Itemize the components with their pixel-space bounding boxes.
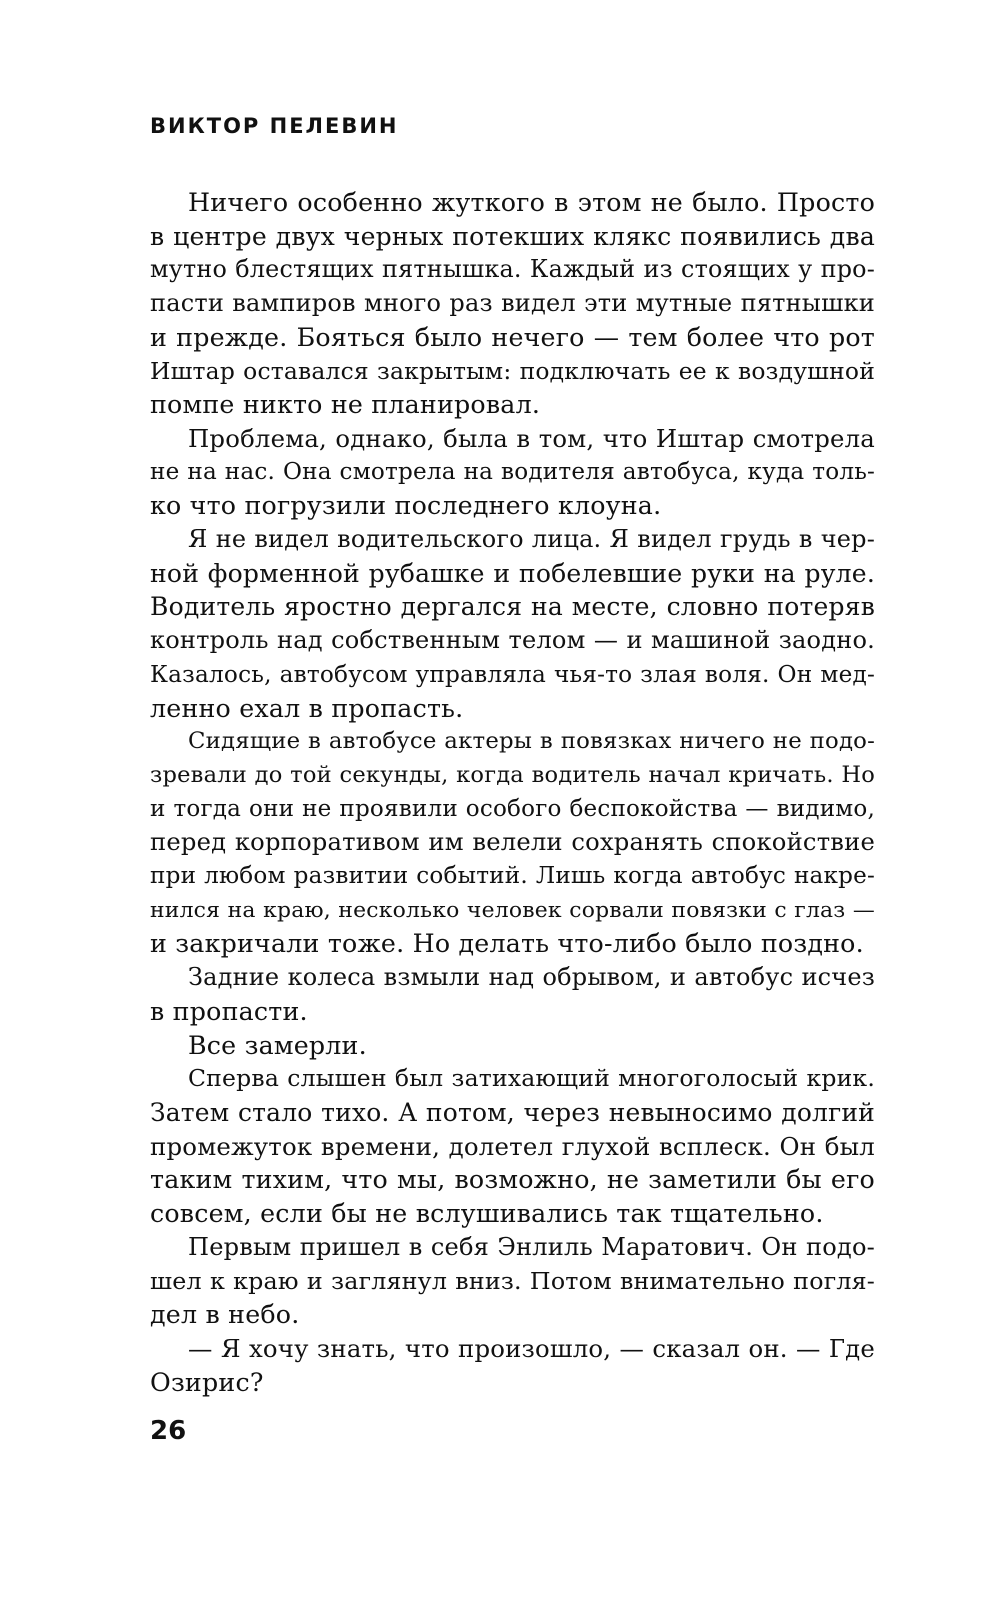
text-line: Ничего особенно жуткого в этом не было. Просто [188, 188, 875, 217]
text-line: и тогда они не проявили особого беспокойства — видимо, [150, 795, 875, 822]
text-line: дел в небо. [150, 1300, 300, 1330]
paragraph [150, 1062, 875, 1231]
text-line: не на нас. Она смотрела на водителя автобуса, куда толь- [150, 458, 875, 485]
text-line: перед корпоративом им велели сохранять спокойствие [150, 828, 875, 857]
paragraph [150, 1332, 875, 1399]
text-line: таким тихим, что мы, возможно, не заметили бы его [150, 1165, 875, 1195]
running-head-author: ВИКТОР ПЕЛЕВИН [150, 114, 399, 138]
text-line: Я не видел водительского лица. Я видел грудь в чер- [188, 525, 875, 554]
text-line: Затем стало тихо. А потом, через невыносимо долгий [150, 1097, 875, 1127]
text-line: — Я хочу знать, что произошло, — сказал он. — Где [188, 1333, 875, 1363]
text-line: совсем, если бы не вслушивались так тщательно. [150, 1199, 824, 1229]
paragraph [150, 523, 875, 725]
text-line: Сперва слышен был затихающий многоголосый крик. [188, 1064, 875, 1093]
text-line: Все замерли. [188, 1030, 367, 1060]
paragraph [150, 422, 875, 523]
text-line: Озирис? [150, 1367, 264, 1397]
text-line: в центре двух черных потекших клякс появились два [150, 221, 875, 251]
text-line: ко что погрузили последнего клоуна. [150, 491, 662, 521]
text-line: Иштар оставался закрытым: подключать ее к воздушной [150, 356, 875, 385]
text-line: Задние колеса взмыли над обрывом, и автобус исчез [188, 963, 875, 992]
paragraph [150, 1231, 875, 1332]
text-line: пасти вампиров много раз видел эти мутные пятнышки [150, 289, 875, 318]
text-line: при любом развитии событий. Лишь когда автобус накре- [150, 863, 875, 890]
text-line: помпе никто не планировал. [150, 390, 541, 420]
text-line: Казалось, автобусом управляла чья-то злая воля. Он мед- [150, 660, 875, 688]
body-text [150, 186, 875, 1399]
paragraph [150, 1029, 875, 1063]
text-line: нился на краю, несколько человек сорвали повязки с глаз — [150, 897, 875, 923]
text-line: Водитель яростно дергался на месте, словно потеряв [150, 592, 875, 622]
text-line: шел к краю и заглянул вниз. Потом внимательно погля- [150, 1266, 875, 1295]
text-line: Первым пришел в себя Энлиль Маратович. Он подо- [188, 1232, 875, 1261]
text-line: в пропасти. [150, 996, 308, 1026]
text-line: ной форменной рубашке и побелевшие руки на руле. [150, 558, 875, 588]
text-line: Сидящие в автобусе актеры в повязках ничего не подо- [188, 728, 875, 755]
paragraph [150, 186, 875, 422]
text-line: ленно ехал в пропасть. [150, 693, 464, 723]
text-line: зревали до той секунды, когда водитель начал кричать. Но [150, 761, 875, 788]
page-number: 26 [150, 1416, 187, 1446]
text-line: промежуток времени, долетел глухой всплеск. Он был [150, 1131, 875, 1161]
text-line: и закричали тоже. Но делать что-либо было поздно. [150, 929, 864, 959]
text-line: Проблема, однако, была в том, что Иштар смотрела [188, 423, 875, 453]
paragraph [150, 725, 875, 961]
text-line: и прежде. Бояться было нечего — тем более что рот [150, 322, 875, 352]
text-line: мутно блестящих пятнышка. Каждый из стоящих у про- [150, 255, 875, 284]
paragraph [150, 961, 875, 1028]
text-line: контроль над собственным телом — и машиной заодно. [150, 626, 875, 655]
